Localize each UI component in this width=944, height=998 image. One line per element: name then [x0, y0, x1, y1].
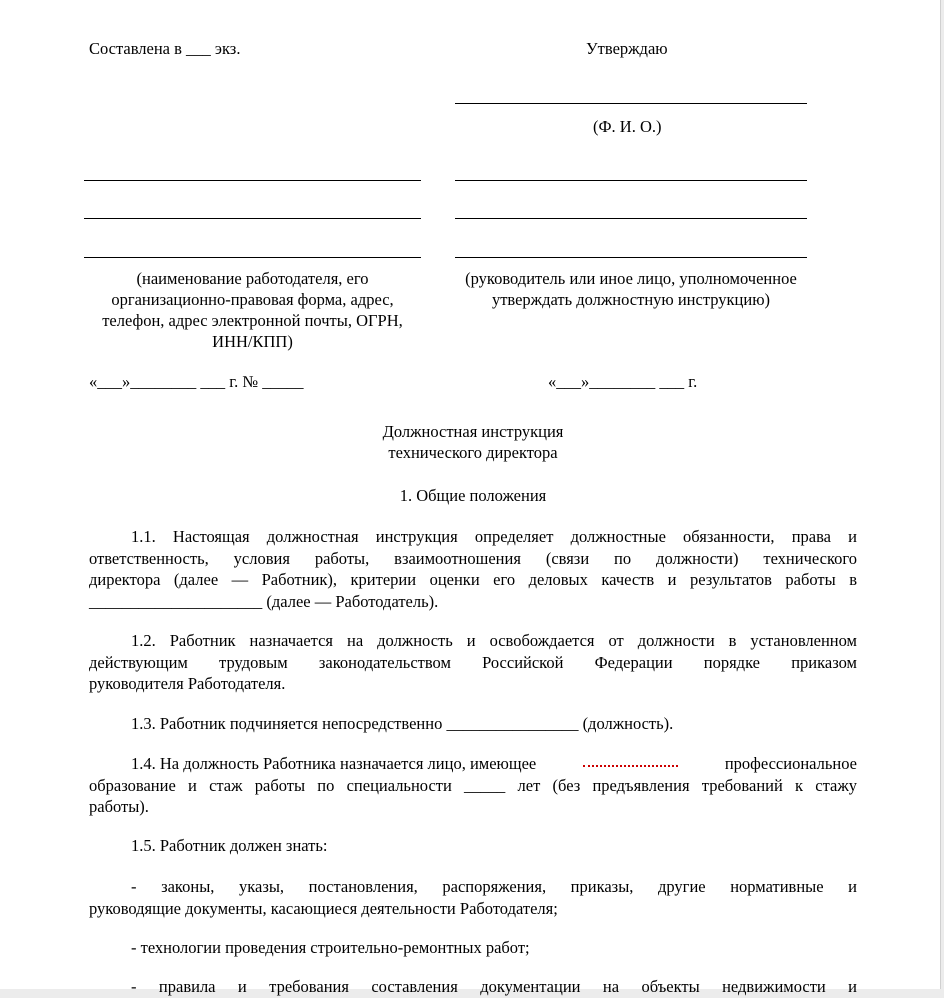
employer-line-3 — [84, 257, 421, 258]
employer-line-1 — [84, 180, 421, 181]
document-title-line1: Должностная инструкция — [382, 422, 564, 441]
employer-line-2 — [84, 218, 421, 219]
paragraph-line: _____________________ (далее — Работодатель). — [89, 591, 439, 611]
fio-caption: (Ф. И. О.) — [593, 117, 662, 136]
document-date-number: «___»________ ___ г. № _____ — [89, 372, 304, 391]
paragraph-line: - технологии проведения строительно-ремонтных работ; — [131, 938, 530, 957]
document-title-line2: технического директора — [388, 443, 558, 462]
paragraph-text: профессиональное — [724, 754, 857, 773]
approve-label: Утверждаю — [586, 39, 668, 58]
paragraph-1-4 — [89, 753, 857, 818]
paragraph-text: 1.4. На должность Работника назначается лицо, имеющее — [131, 754, 537, 773]
paragraph-line: директора (далее — Работник), критерии оценки его деловых качеств и результатов работы в — [89, 570, 857, 589]
paragraph-line: ответственность, условия работы, взаимоотношения (связи по должности) технического — [89, 548, 857, 568]
signature-line — [455, 103, 807, 104]
paragraph-line: руководящие документы, касающиеся деятельности Работодателя; — [89, 898, 558, 918]
paragraph-line: - законы, указы, постановления, распоряжения, приказы, другие нормативные и — [131, 877, 857, 896]
paragraph-line: действующим трудовым законодательством Российской Федерации порядке приказом — [89, 652, 857, 672]
approver-line-3 — [455, 257, 807, 258]
paragraph-line — [89, 753, 857, 775]
paragraph-line: работы). — [89, 797, 149, 816]
list-item — [89, 876, 857, 919]
paragraph-line: - правила и требования составления документации на объекты недвижимости и — [131, 977, 857, 996]
paragraph-1-1 — [89, 526, 857, 612]
paragraph-line: 1.3. Работник подчиняется непосредственно ________________ (должность). — [131, 714, 674, 733]
paragraph-line: руководителя Работодателя. — [89, 674, 286, 693]
approval-date: «___»________ ___ г. — [548, 372, 698, 391]
paragraph-line: 1.2. Работник назначается на должность и освобождается от должности в установленном — [131, 631, 857, 650]
paragraph-1-2 — [89, 630, 857, 695]
paragraph-1-3 — [89, 713, 857, 735]
paragraph-line: 1.1. Настоящая должностная инструкция определяет должностные обязанности, права и — [131, 527, 857, 546]
approver-line-2 — [455, 218, 807, 219]
list-item — [89, 937, 857, 959]
employer-caption: (наименование работодателя, его организационно-правовая форма, адрес, телефон, адрес электронной почты, ОГРН, ИНН/КПП) — [102, 269, 403, 351]
paragraph-1-5 — [89, 835, 857, 857]
paragraph-line: 1.5. Работник должен знать: — [131, 836, 328, 855]
copies-count-text: Составлена в ___ экз. — [89, 39, 241, 58]
paragraph-line: образование и стаж работы по специальности _____ лет (без предъявления требований к стажу — [89, 775, 857, 795]
spellcheck-underline — [583, 753, 678, 767]
approver-line-1 — [455, 180, 807, 181]
section-heading: 1. Общие положения — [399, 486, 547, 505]
approver-caption: (руководитель или иное лицо, уполномоченное утверждать должностную инструкцию) — [465, 269, 797, 309]
list-item — [89, 976, 857, 998]
